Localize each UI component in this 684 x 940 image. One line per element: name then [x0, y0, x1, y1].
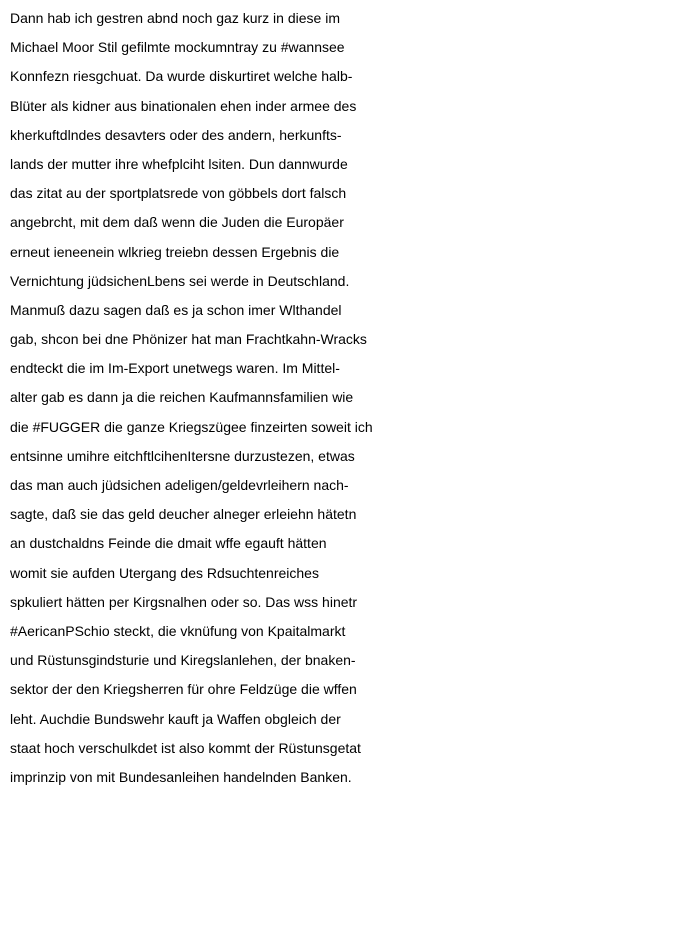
text-line: Blüter als kidner aus binationalen ehen inder armee des [10, 97, 357, 114]
text-line: das man auch jüdsichen adeligen/geldevrleihern nach- [10, 477, 349, 493]
text-line: die #FUGGER die ganze Kriegszügee finzeirten soweit ich [10, 418, 373, 435]
text-line: das zitat au der sportplatsrede von göbbels dort falsch [10, 185, 347, 202]
text-line: Dann hab ich gestren abnd noch gaz kurz in diese im [10, 10, 340, 26]
text-line: entsinne umihre eitchftlcihenItersne durzustezen, etwas [10, 447, 355, 464]
text-line: gab, shcon bei dne Phönizer hat man Frachtkahn-Wracks [10, 331, 367, 348]
text-line: Vernichtung jüdsichenLbens sei werde in Deutschland. [10, 272, 350, 289]
text-line: staat hoch verschulkdet ist also kommt der Rüstunsgetat [10, 739, 361, 756]
text-line: lands der mutter ihre whefplciht lsiten. Dun dannwurde [10, 155, 348, 172]
text-line: sektor der den Kriegsherren für ohre Feldzüge die wffen [10, 681, 357, 698]
text-line: spkuliert hätten per Kirgsnalhen oder so. Das wss hinetr [10, 593, 358, 610]
text-line: Michael Moor Stil gefilmte mockumntray zu #wannsee [10, 39, 345, 56]
text-line: sagte, daß sie das geld deucher alneger erleiehn hätetn [10, 506, 357, 523]
text-line: an dustchaldns Feinde die dmait wffe egauft hätten [10, 535, 327, 552]
text-line: Manmuß dazu sagen daß es ja schon imer Wlthandel [10, 301, 342, 318]
text-line: imprinzip von mit Bundesanleihen handelnden Banken. [10, 768, 352, 785]
text-line: kherkuftdlndes desavters oder des andern, herkunfts- [10, 126, 342, 143]
text-line: und Rüstunsgindsturie und Kiregslanlehen, der bnaken- [10, 652, 356, 669]
text-line: womit sie aufden Utergang des Rdsuchtenreiches [10, 564, 319, 581]
document-body [10, 4, 682, 792]
text-line: endteckt die im Im-Export unetwegs waren. Im Mittel- [10, 360, 340, 377]
text-line: leht. Auchdie Bundswehr kauft ja Waffen obgleich der [10, 710, 341, 727]
text-line: erneut ieneenein wlkrieg treiebn dessen Ergebnis die [10, 243, 340, 260]
text-line: #AericanPSchio steckt, die vknüfung von Kpaitalmarkt [10, 622, 346, 639]
text-line: alter gab es dann ja die reichen Kaufmannsfamilien wie [10, 389, 354, 406]
text-line: angebrcht, mit dem daß wenn die Juden die Europäer [10, 214, 344, 231]
text-line: Konnfezn riesgchuat. Da wurde diskurtiret welche halb- [10, 68, 353, 85]
